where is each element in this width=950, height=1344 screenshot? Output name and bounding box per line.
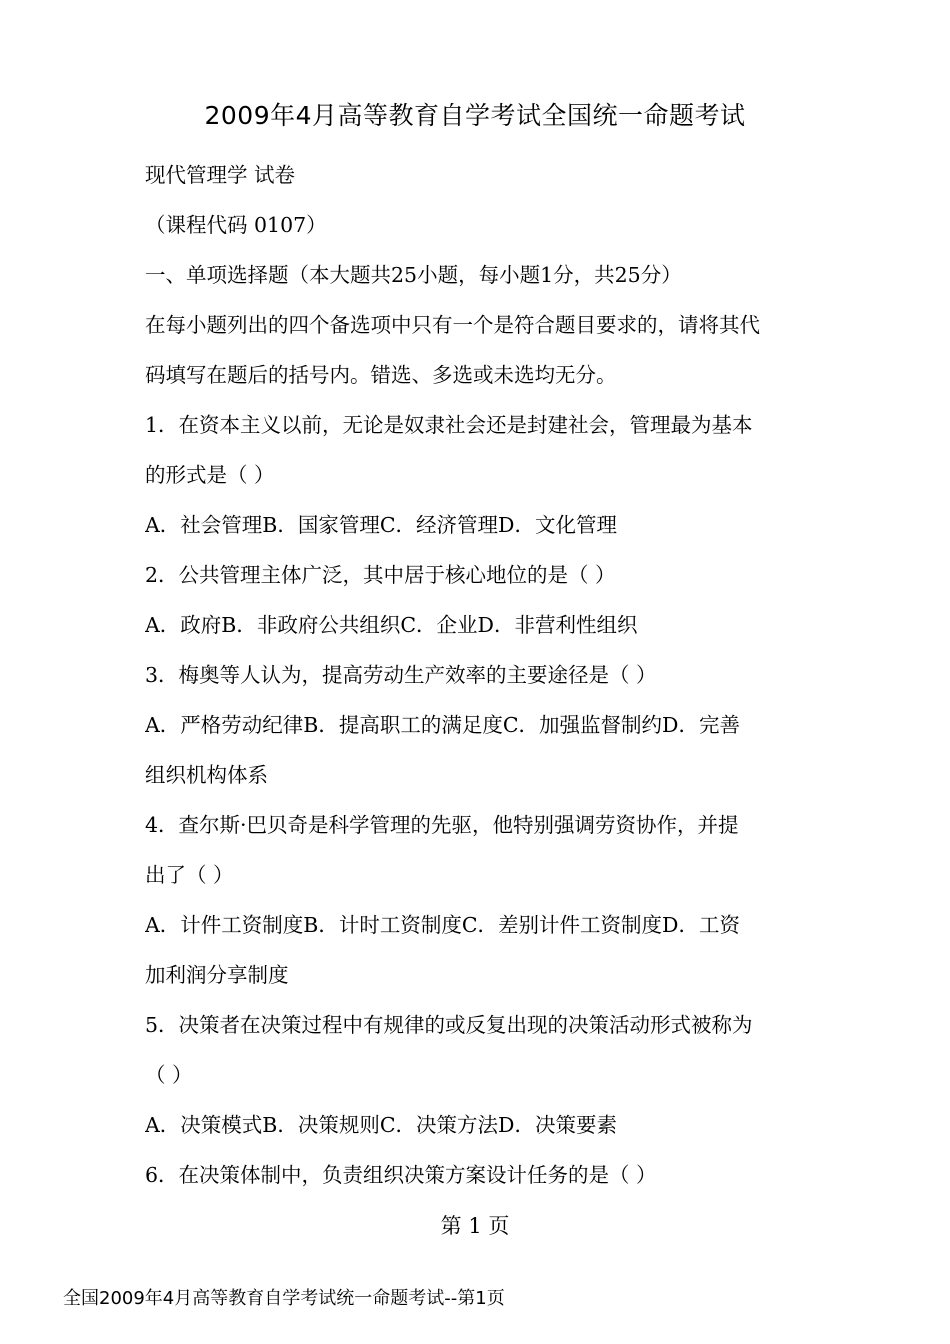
document-body — [145, 150, 815, 1200]
text-line: （ ） — [145, 1063, 193, 1087]
text-line: 加利润分享制度 — [145, 963, 289, 987]
text-line: 2．公共管理主体广泛，其中居于核心地位的是（ ） — [145, 563, 616, 587]
text-line: 组织机构体系 — [145, 763, 268, 787]
page-number: 第 1 页 — [440, 1214, 510, 1238]
text-line: A．社会管理B．国家管理C．经济管理D．文化管理 — [145, 513, 617, 537]
text-line: （课程代码 0107） — [145, 213, 327, 237]
text-line: 4．查尔斯·巴贝奇是科学管理的先驱，他特别强调劳资协作，并提 — [145, 813, 739, 837]
text-line: 3．梅奥等人认为，提高劳动生产效率的主要途径是（ ） — [145, 663, 657, 687]
text-line: A．政府B．非政府公共组织C．企业D．非营利性组织 — [145, 613, 638, 637]
text-line: 5．决策者在决策过程中有规律的或反复出现的决策活动形式被称为 — [145, 1013, 753, 1037]
text-line: A．严格劳动纪律B．提高职工的满足度C．加强监督制约D．完善 — [145, 713, 740, 737]
text-line: 出了（ ） — [145, 863, 234, 887]
text-line: 6．在决策体制中，负责组织决策方案设计任务的是（ ） — [145, 1163, 657, 1187]
text-line: 码填写在题后的括号内。错选、多选或未选均无分。 — [145, 363, 617, 387]
text-line: A．决策模式B．决策规则C．决策方法D．决策要素 — [145, 1113, 617, 1137]
text-line: 现代管理学 试卷 — [145, 163, 296, 187]
text-line: 的形式是（ ） — [145, 463, 275, 487]
document-title: 2009年4月高等教育自学考试全国统一命题考试 — [204, 101, 746, 130]
text-line: 一、单项选择题（本大题共25小题，每小题1分，共25分） — [145, 263, 682, 287]
text-line: A．计件工资制度B．计时工资制度C．差别计件工资制度D．工资 — [145, 913, 740, 937]
text-line: 在每小题列出的四个备选项中只有一个是符合题目要求的，请将其代 — [145, 313, 760, 337]
text-line: 1．在资本主义以前，无论是奴隶社会还是封建社会，管理最为基本 — [145, 413, 753, 437]
document-caption: 全国2009年4月高等教育自学考试统一命题考试--第1页 — [63, 1288, 505, 1309]
